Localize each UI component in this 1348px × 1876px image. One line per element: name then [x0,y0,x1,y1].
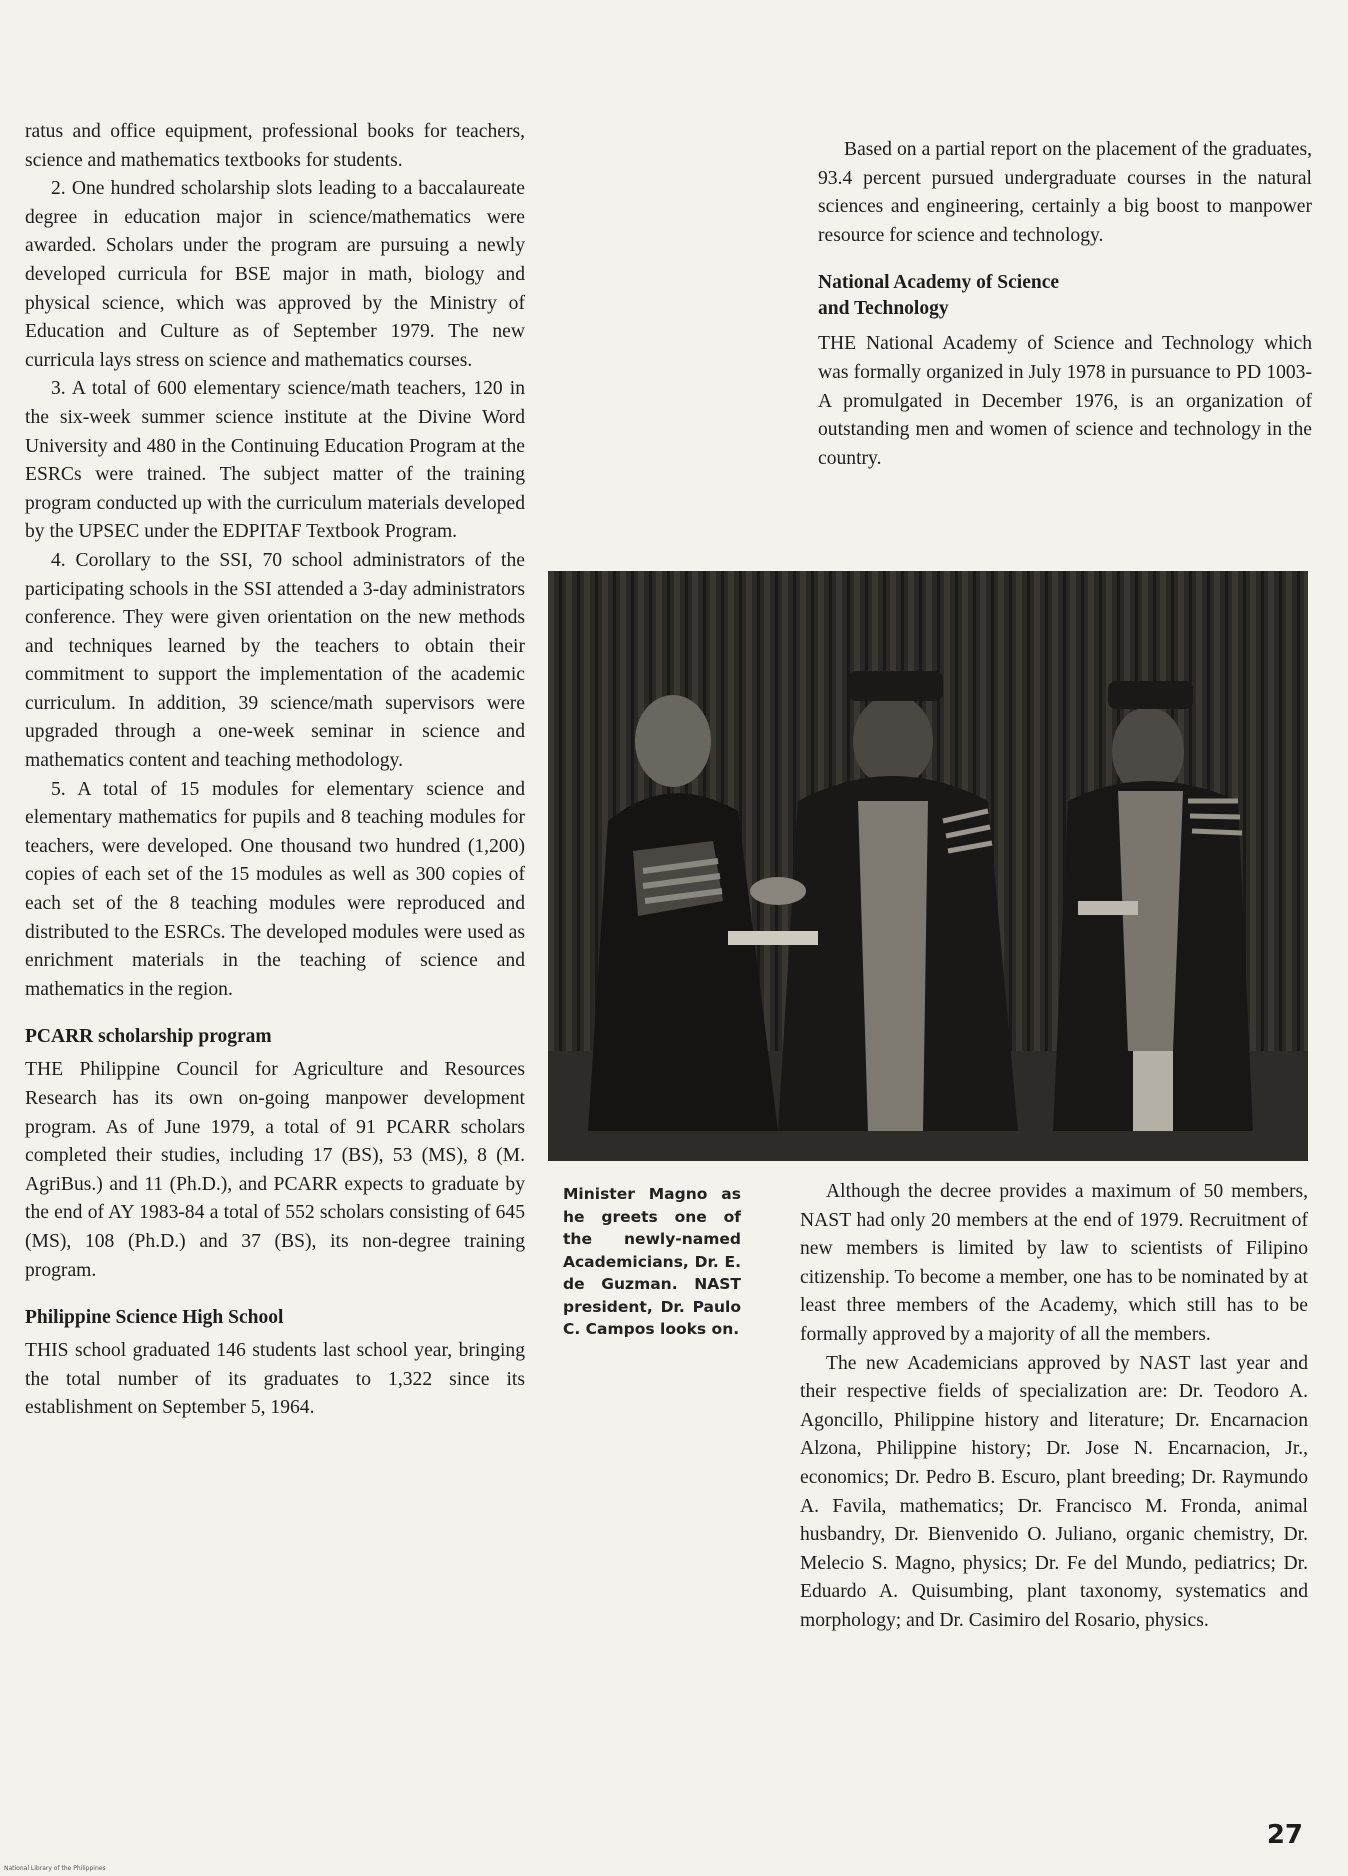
academicians-paragraph: The new Academicians approved by NAST last year and their respective fields of specialization are: Dr. Teodoro A. Agoncillo, Philippine history and literature; Dr. Encarnacion Alzona, Philippine history; Dr. Jose N. Encarnacion, Jr., economics; Dr. Pedro B. Escuro, plant breeding; Dr. Raymundo A. Favila, mathematics; Dr. Francisco M. Fronda, animal husbandry, Dr. Bienvenido O. Juliano, organic chemistry, Dr. Melecio S. Magno, physics; Dr. Fe del Mundo, pediatrics; Dr. Eduardo A. Quisumbing, plant taxonomy, systematics and morphology; and Dr. Casimiro del Rosario, physics. [800,1352,1308,1631]
nast-heading [818,270,1312,322]
nast-heading-line2: and Technology [818,298,949,320]
paragraph-item-5: 5. A total of 15 modules for elementary science and elementary mathematics for pupils and 8 teaching modules for teachers, were developed. One thousand two hundred (1,200) copies of each set of the 15 modules as well as 300 copies of each set of the 8 teaching modules were reproduced and distributed to the ESRCs. The developed modules were used as enrichment materials in the teaching of science and mathematics in the region. [25,778,525,1000]
paragraph-item-2: 2. One hundred scholarship slots leading to a baccalaureate degree in education major in science/mathematics were awarded. Scholars under the program are pursuing a newly developed curricula for BSE major in math, biology and physical science, which was approved by the Ministry of Education and Culture as of September 1979. The new curricula lays stress on science and mathematics courses. [25,178,525,371]
pshs-body: THIS school graduated 146 students last school year, bringing the total number of its graduates to 1,322 since its establishment on September 5, 1964. [25,1340,525,1419]
photo-caption: Minister Magno as he greets one of the newly-named Academicians, Dr. E. de Guzman. NAST president, Dr. Paulo C. Campos looks on. [563,1185,741,1338]
paragraph-item-3: 3. A total of 600 elementary science/math teachers, 120 in the six-week summer science institute at the Divine Word University and 480 in the Continuing Education Program at the ESRCs were trained. The subject matter of the training program conducted up with the curriculum materials developed by the UPSEC under the EDPITAF Textbook Program. [25,378,525,543]
nast-body: THE National Academy of Science and Technology which was formally organized in July 1978 in pursuance to PD 1003-A promulgated in December 1976, is an organization of outstanding men and women of science and technology in the country. [818,333,1312,469]
ceremony-photo-illustration [548,571,1308,1161]
paragraph-continuation: ratus and office equipment, professional books for teachers, science and mathematics textbooks for students. [25,121,525,171]
pcarr-heading: PCARR scholarship program [25,1026,272,1048]
placement-paragraph: Based on a partial report on the placement of the graduates, 93.4 percent pursued undergraduate courses in the natural sciences and engineering, certainly a big boost to manpower resource for science and technology. [818,139,1312,246]
right-column-top [818,136,1312,473]
pcarr-body: THE Philippine Council for Agriculture and Resources Research has its own on-going manpower development program. As of June 1979, a total of 91 PCARR scholars completed their studies, including 17 (BS), 53 (MS), 8 (M. AgriBus.) and 11 (Ph.D.), and PCARR expects to graduate by the end of AY 1983-84 a total of 552 scholars consisting of 645 (MS), 108 (Ph.D.) and 37 (BS), its non-degree training program. [25,1059,525,1281]
decree-paragraph: Although the decree provides a maximum of 50 members, NAST had only 20 members at the end of 1979. Recruitment of new members is limited by law to scientists of Filipino citizenship. To become a member, one has to be nominated by at least three members of the Academy, which still has to be formally approved by a majority of all the members. [800,1181,1308,1345]
right-column-bottom [800,1178,1308,1636]
left-column [25,118,525,1423]
pshs-heading: Philippine Science High School [25,1307,284,1329]
page-number: 27 [1266,1820,1303,1850]
ceremony-photo [548,571,1308,1161]
nast-heading-line1: National Academy of Science [818,272,1060,294]
footer-note: National Library of the Philippines [4,1865,106,1872]
paragraph-item-4: 4. Corollary to the SSI, 70 school administrators of the participating schools in the SSI attended a 3-day administrators conference. They were given orientation on the new methods and techniques learned by the teachers to obtain their commitment to support the implementation of the academic curriculum. In addition, 39 science/math supervisors were upgraded through a one-week seminar in science and mathematics content and teaching methodology. [25,549,525,772]
